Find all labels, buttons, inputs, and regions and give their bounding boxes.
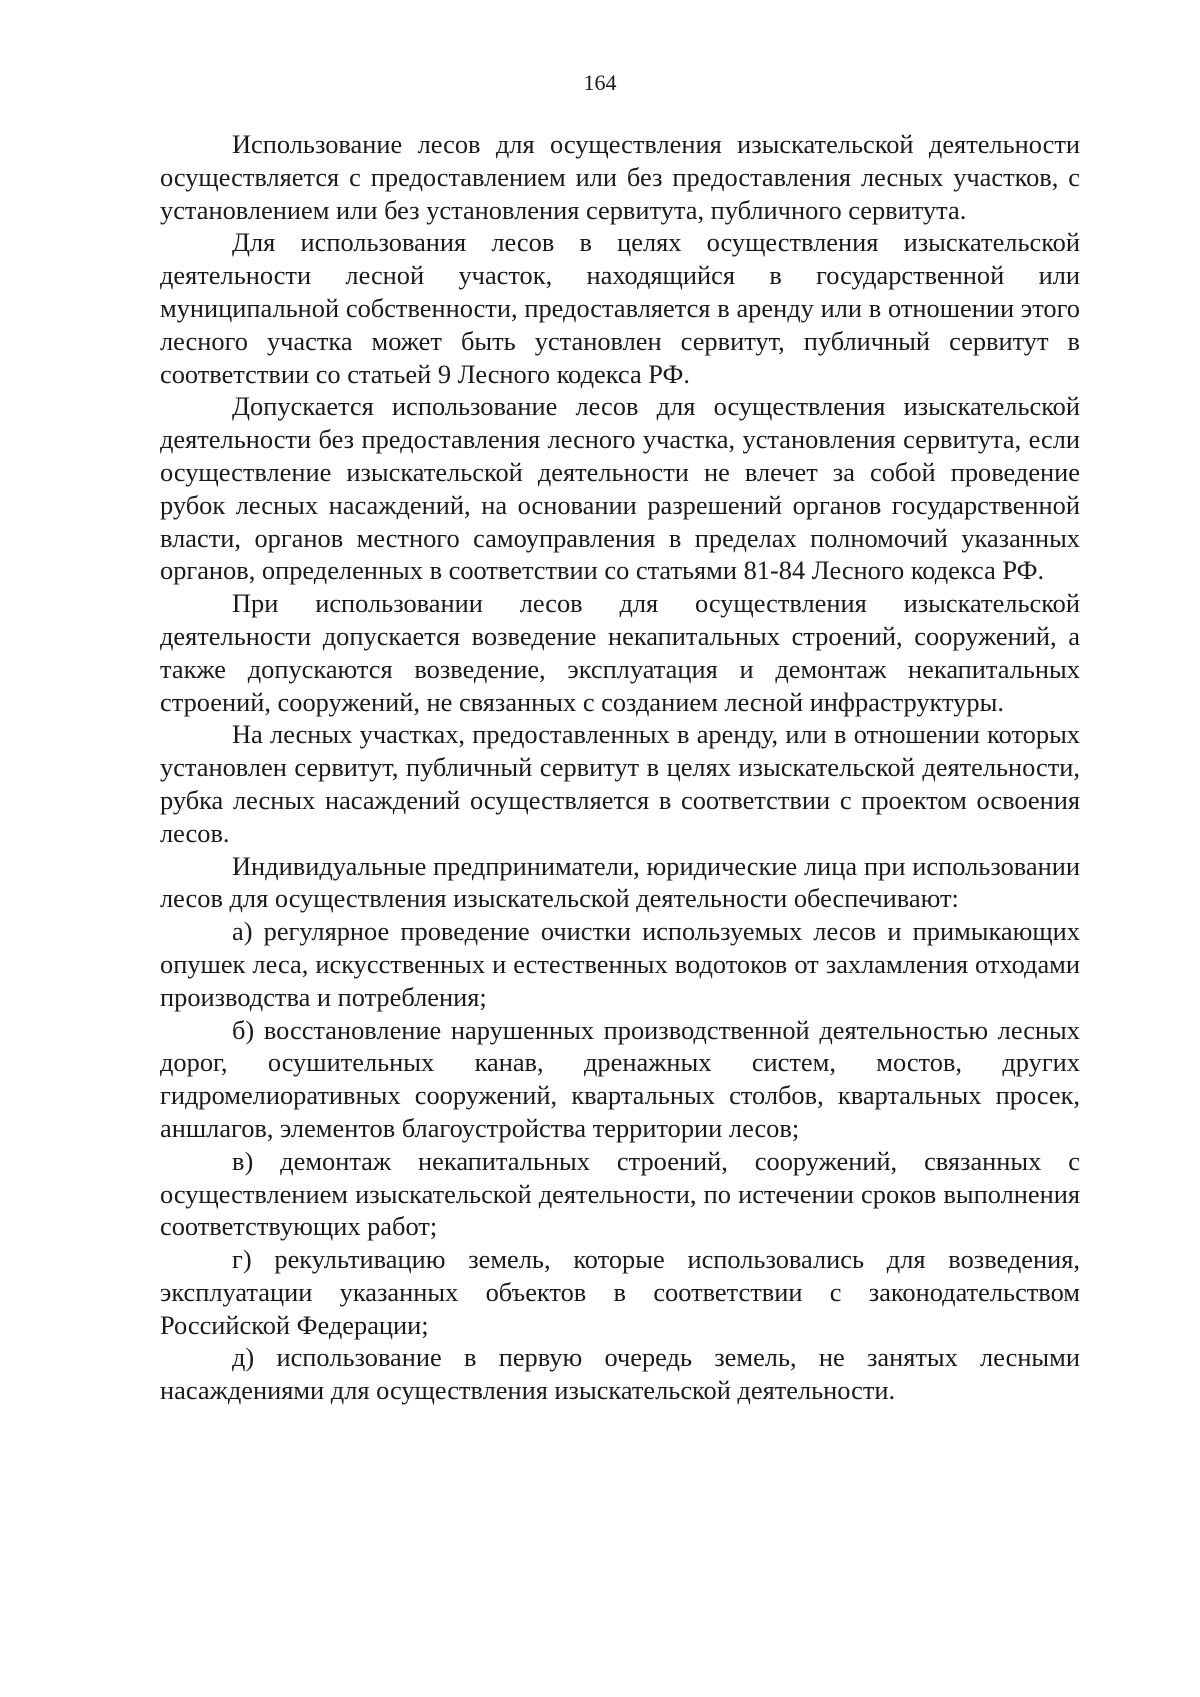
list-item-d: д) использование в первую очередь земель, не занятых лесными насаждениями для осуществления изыскательской деятельности. [160,1342,1080,1406]
paragraph: Допускается использование лесов для осуществления изыскательской деятельности без предоставления лесного участка, установления сервитута, если осуществление изыскательской деятельности не влечет за собой проведение рубок лесных насаждений, на основании разрешений органов государственной власти, органов местного самоуправления в пределах полномочий указанных органов, определенных в соответствии со статьями 81-84 Лесного кодекса РФ. [160,391,1080,586]
paragraph: Для использования лесов в целях осуществления изыскательской деятельности лесной участок, находящийся в государственной или муниципальной собственности, предоставляется в аренду или в отношении этого лесного участка может быть установлен сервитут, публичный сервитут в соответствии со статьей 9 Лесного кодекса РФ. [160,227,1080,389]
page-number: 164 [583,70,617,95]
list-item-a: а) регулярное проведение очистки используемых лесов и примыкающих опушек леса, искусственных и естественных водотоков от захламления отходами производства и потребления; [160,916,1080,1012]
paragraph: Использование лесов для осуществления изыскательской деятельности осуществляется с предоставлением или без предоставления лесных участков, с установлением или без установления сервитута, публичного сервитута. [160,129,1080,225]
paragraph: Индивидуальные предприниматели, юридические лица при использовании лесов для осуществления изыскательской деятельности обеспечивают: [160,850,1080,914]
paragraph: На лесных участках, предоставленных в аренду, или в отношении которых установлен сервитут, публичный сервитут в целях изыскательской деятельности, рубка лесных насаждений осуществляется в соответствии с проектом освоения лесов. [160,719,1080,848]
document-body [160,128,1080,1407]
list-item-g: г) рекультивацию земель, которые использовались для возведения, эксплуатации указанных объектов в соответствии с законодательством Российской Федерации; [160,1244,1080,1340]
list-item-b: б) восстановление нарушенных производственной деятельностью лесных дорог, осушительных канав, дренажных систем, мостов, других гидромелиоративных сооружений, квартальных столбов, квартальных просек, аншлагов, элементов благоустройства территории лесов; [160,1014,1080,1143]
paragraph: При использовании лесов для осуществления изыскательской деятельности допускается возведение некапитальных строений, сооружений, а также допускаются возведение, эксплуатация и демонтаж некапитальных строений, сооружений, не связанных с созданием лесной инфраструктуры. [160,588,1080,717]
list-item-v: в) демонтаж некапитальных строений, сооружений, связанных с осуществлением изыскательской деятельности, по истечении сроков выполнения соответствующих работ; [160,1145,1080,1242]
